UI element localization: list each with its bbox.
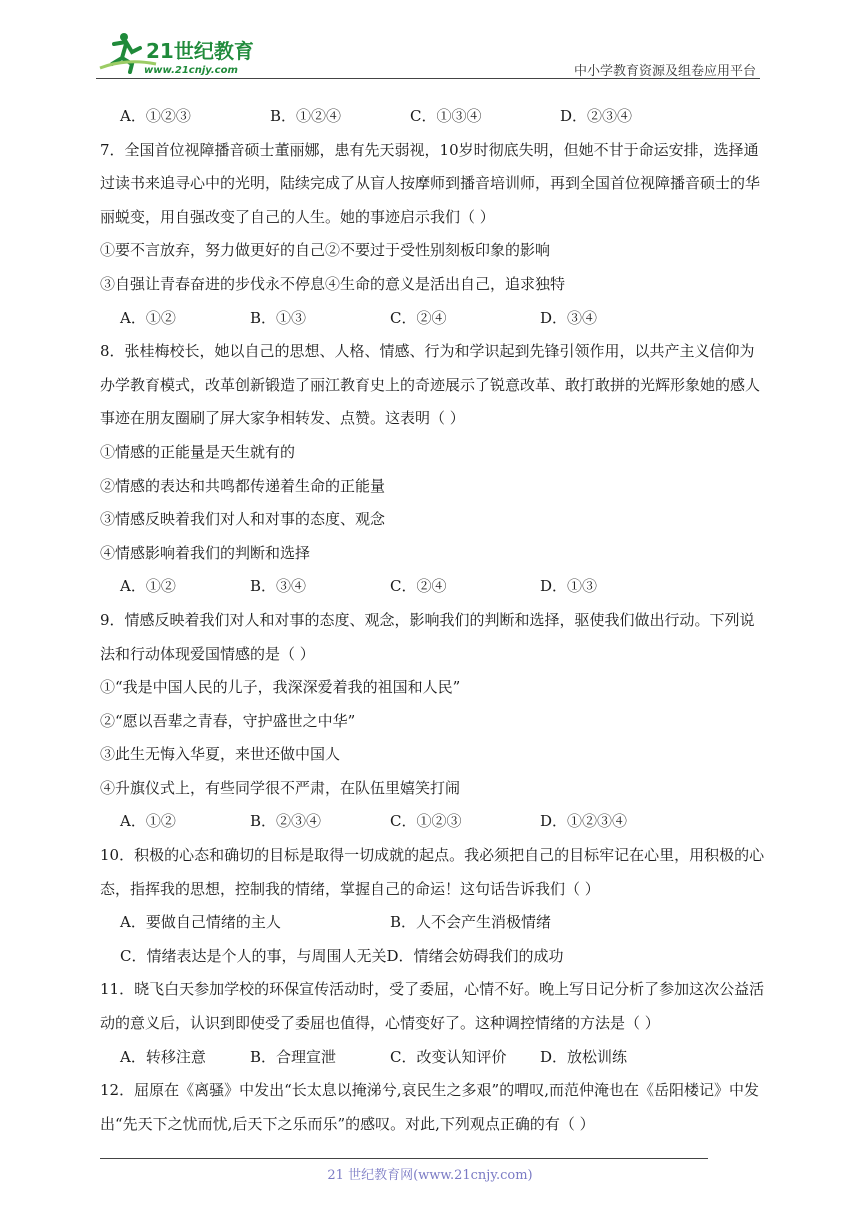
option-d: D．①③ [540,577,598,596]
question-10-stem-2: 态，指挥我的思想，控制我的情绪，掌握自己的命运！这句话告诉我们（ ） [100,879,600,898]
option-a: A．①②③ [120,107,191,125]
question-12-stem-2: 出“先天下之忧而忧,后天下之乐而乐”的感叹。对此,下列观点正确的有（ ） [100,1114,595,1133]
option-a: A．①② [120,812,176,831]
option-a: A．转移注意 [120,1047,206,1066]
question-9-item: ①“我是中国人民的儿子，我深深爱着我的祖国和人民” [100,678,461,697]
header-rule [96,78,760,79]
question-7-item: ③自强让青春奋进的步伐永不停息④生命的意义是活出自己，追求独特 [100,274,566,293]
question-8-stem-3: 事迹在朋友圈刷了屏大家争相转发、点赞。这表明（ ） [100,409,465,428]
question-7-stem-1: 7．全国首位视障播音硕士董丽娜，患有先天弱视，10岁时彻底失明，但她不甘于命运安排，选择通 [100,140,759,159]
question-11-stem-1: 11．晓飞白天参加学校的环保宣传活动时，受了委屈，心情不好。晚上写日记分析了参加这次公益活 [100,980,765,999]
q9-options [100,805,770,839]
q11-options [100,1041,770,1075]
footer-rule [100,1158,708,1159]
question-11-stem-2: 动的意义后，认识到即使受了委屈也值得，心情变好了。这种调控情绪的方法是（ ） [100,1014,660,1033]
question-7-stem-2: 过读书来追寻心中的光明，陆续完成了从盲人按摩师到播音培训师，再到全国首位视障播音硕士的华 [100,174,761,193]
question-9-item: ④升旗仪式上，有些同学很不严肃，在队伍里嬉笑打闹 [100,778,461,797]
q10-options-row-1 [100,906,770,940]
option-d: D．③④ [540,308,598,327]
question-7-item: ①要不言放弃，努力做更好的自己②不要过于受性别刻板印象的影响 [100,241,551,260]
question-8-stem-2: 办学教育模式，改革创新锻造了丽江教育史上的奇迹展示了锐意改革、敢打敢拼的光辉形象她的感人 [100,375,761,394]
site-logo [96,28,266,80]
page-footer: 21 世纪教育网(www.21cnjy.com) [327,1168,533,1183]
option-c: C．②④ [390,577,447,596]
option-a: A．①② [120,577,176,596]
option-b: B．①③ [250,308,307,327]
question-12-stem-1: 12．屈原在《离骚》中发出“长太息以掩涕兮,哀民生之多艰”的喟叹,而范仲淹也在《岳阳楼记》中发 [100,1081,759,1100]
option-b: B．人不会产生消极情绪 [390,913,552,932]
q10-options-row-2 [100,940,770,974]
logo-url: www.21cnjy.com [144,65,238,76]
option-d: D．①②③④ [540,812,628,831]
question-7-stem-3: 丽蜕变，用自强改变了自己的人生。她的事迹启示我们（ ） [100,207,495,226]
option-b: B．②③④ [250,812,322,831]
question-9-stem-2: 法和行动体现爱国情感的是（ ） [100,644,315,663]
option-a: A．①② [120,308,176,327]
option-d: D．情绪会妨碍我们的成功 [386,946,564,965]
option-d: D．②③④ [560,107,633,125]
question-8-stem-1: 8．张桂梅校长，她以自己的思想、人格、情感、行为和学识起到先锋引领作用，以共产主义信仰为 [100,342,755,361]
page-header [96,28,760,80]
question-8-item: ④情感影响着我们的判断和选择 [100,543,311,562]
platform-name: 中小学教育资源及组卷应用平台 [573,64,756,79]
option-b: B．合理宣泄 [250,1047,337,1066]
option-d: D．放松训练 [540,1047,628,1066]
q8-options [100,570,770,604]
option-a: A．要做自己情绪的主人 [120,913,281,932]
exam-content [100,100,770,1141]
question-8-item: ②情感的表达和共鸣都传递着生命的正能量 [100,476,386,495]
question-9-item: ③此生无悔入华夏，来世还做中国人 [100,745,341,764]
question-8-item: ①情感的正能量是天生就有的 [100,442,296,461]
option-b: B．③④ [250,577,307,596]
option-c: C．①②③ [390,812,462,831]
question-8-item: ③情感反映着我们对人和对事的态度、观念 [100,510,386,529]
logo-text: 21世纪教育 [146,39,254,63]
q7-options [100,302,770,336]
question-9-stem-1: 9．情感反映着我们对人和对事的态度、观念，影响我们的判断和选择，驱使我们做出行动。下列说 [100,610,755,629]
question-10-stem-1: 10．积极的心态和确切的目标是取得一切成就的起点。我必须把自己的目标牢记在心里，用积极的心 [100,846,765,865]
question-9-item: ②“愿以吾辈之青春，守护盛世之中华” [100,711,356,730]
q6-options [100,100,770,134]
option-c: C．改变认知评价 [390,1047,507,1066]
option-c: C．情绪表达是个人的事，与周围人无关 [120,946,387,965]
option-b: B．①②④ [270,107,342,125]
option-c: C．②④ [390,308,447,327]
option-c: C．①③④ [410,107,482,125]
